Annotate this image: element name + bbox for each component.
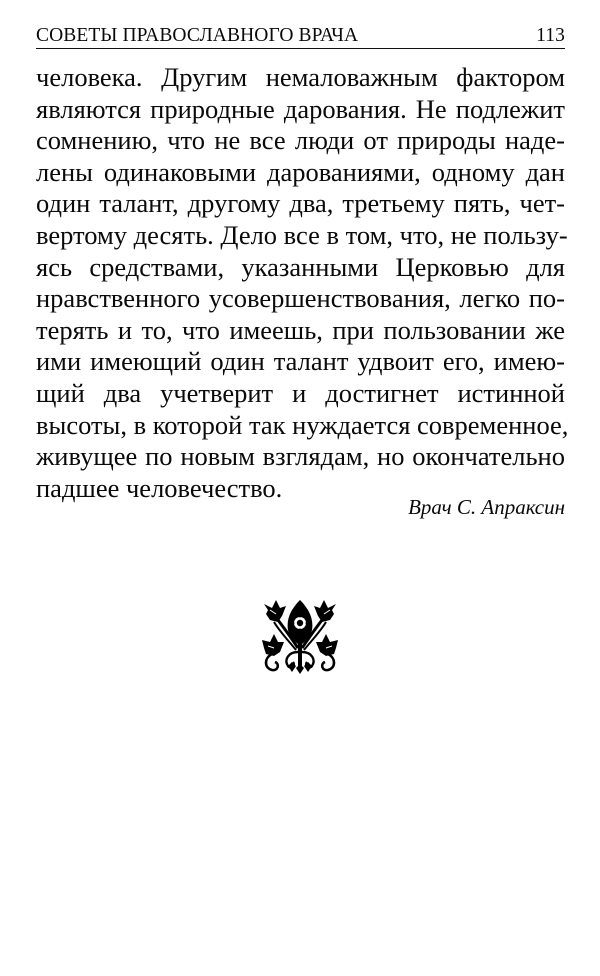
running-head-title: СОВЕТЫ ПРАВОСЛАВНОГО ВРАЧА — [36, 25, 359, 46]
text-line: один талант, другому два, третьему пять, чет- — [36, 188, 565, 219]
text-line: терять и то, что имеешь, при пользовании же — [36, 314, 565, 345]
body-text — [36, 62, 569, 504]
text-line: ясь средствами, указанными Церковью для — [36, 251, 565, 282]
running-head — [36, 24, 565, 49]
author-signature: Врач С. Апраксин — [408, 495, 565, 519]
text-line: нравственного усовершенствования, легко по- — [36, 283, 565, 314]
text-line: живущее по новым взглядам, но окончательно — [36, 441, 565, 472]
text-line: лены одинаковыми дарованиями, одному дан — [36, 156, 565, 187]
page-number: 113 — [536, 25, 565, 46]
text-line: человека. Другим немаловажным фактором — [36, 62, 565, 92]
text-line: являются природные дарования. Не подлежит — [36, 93, 565, 124]
text-line: сомнению, что не все люди от природы наде- — [36, 125, 565, 156]
floral-ornament-icon — [258, 596, 342, 674]
text-line: ими имеющий один талант удвоит его, имею- — [36, 346, 565, 377]
text-line: высоты, в которой так нуждается современное, — [36, 409, 569, 440]
text-line: щий два учетверит и достигнет истинной — [36, 377, 565, 408]
text-line-last: падшее человечество. — [36, 472, 283, 503]
text-line: вертому десять. Дело все в том, что, не пользу- — [36, 219, 568, 250]
